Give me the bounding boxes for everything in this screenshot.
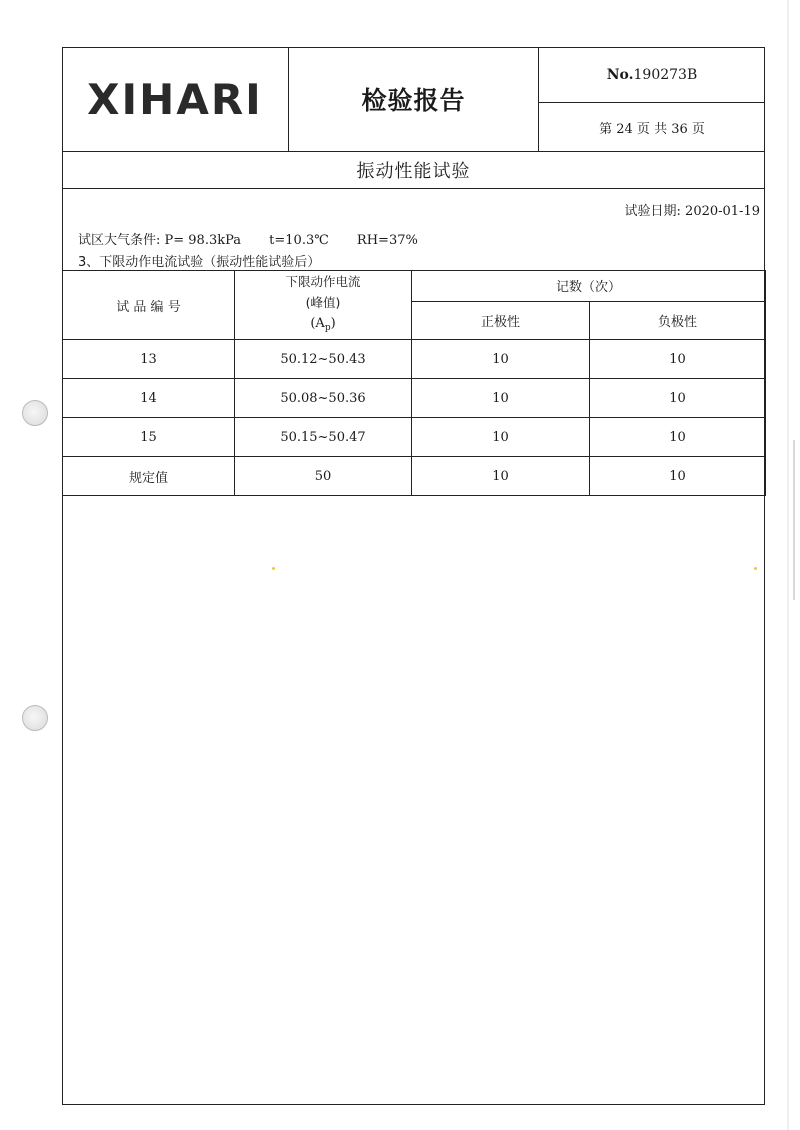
header-current-unit <box>235 313 411 339</box>
table-row-spec <box>63 457 766 496</box>
results-table <box>62 270 766 496</box>
cell-sample: 13 <box>63 340 235 379</box>
title-cell <box>289 47 539 151</box>
atmospheric-conditions <box>78 229 442 248</box>
report-header <box>62 47 765 151</box>
condition-humidity: RH=37% <box>356 233 418 248</box>
cell-positive: 10 <box>412 457 590 496</box>
table-row <box>63 379 766 418</box>
header-count-group: 记数（次） <box>412 271 766 302</box>
header-negative: 负极性 <box>590 301 766 339</box>
cell-positive: 10 <box>412 340 590 379</box>
report-number-value: 190273B <box>633 66 698 83</box>
page-info: 第 24 页 共 36 页 <box>599 121 705 137</box>
condition-pressure: 试区大气条件: P= 98.3kPa <box>78 233 242 248</box>
company-logo: XIHARI <box>87 74 263 124</box>
report-number-label: No. <box>606 66 634 83</box>
cell-negative: 10 <box>590 379 766 418</box>
cell-current: 50.12~50.43 <box>235 340 412 379</box>
unit-subscript: p <box>324 323 331 333</box>
scan-gutter <box>787 0 789 1130</box>
test-item-title: 3、下限动作电流试验（振动性能试验后） <box>78 255 321 270</box>
report-number <box>539 47 765 103</box>
table-row <box>63 340 766 379</box>
unit-main: (A <box>310 316 325 331</box>
cell-current: 50 <box>235 457 412 496</box>
cell-current: 50.15~50.47 <box>235 418 412 457</box>
unit-close: ) <box>330 316 336 331</box>
cell-negative: 10 <box>590 457 766 496</box>
header-current <box>235 271 412 340</box>
cell-current: 50.08~50.36 <box>235 379 412 418</box>
section-title-divider <box>62 188 765 189</box>
condition-temperature: t=10.3℃ <box>269 233 329 248</box>
header-current-line1: 下限动作电流 <box>285 274 361 289</box>
table-row <box>63 418 766 457</box>
test-date: 试验日期: 2020-01-19 <box>624 204 760 219</box>
punch-hole-lower <box>22 705 48 731</box>
header-positive: 正极性 <box>412 301 590 339</box>
cell-sample: 14 <box>63 379 235 418</box>
scan-edge-mark <box>793 440 795 600</box>
header-current-line2: (峰值) <box>305 295 341 310</box>
cell-negative: 10 <box>590 340 766 379</box>
cell-negative: 10 <box>590 418 766 457</box>
section-title: 振动性能试验 <box>356 161 471 182</box>
report-number-cell <box>539 47 765 151</box>
cell-sample: 15 <box>63 418 235 457</box>
punch-hole-upper <box>22 400 48 426</box>
cell-positive: 10 <box>412 418 590 457</box>
report-title: 检验报告 <box>361 86 466 115</box>
cell-sample: 规定值 <box>63 457 235 496</box>
header-sample-no: 试 品 编 号 <box>63 271 235 340</box>
cell-positive: 10 <box>412 379 590 418</box>
logo-cell <box>62 47 289 151</box>
